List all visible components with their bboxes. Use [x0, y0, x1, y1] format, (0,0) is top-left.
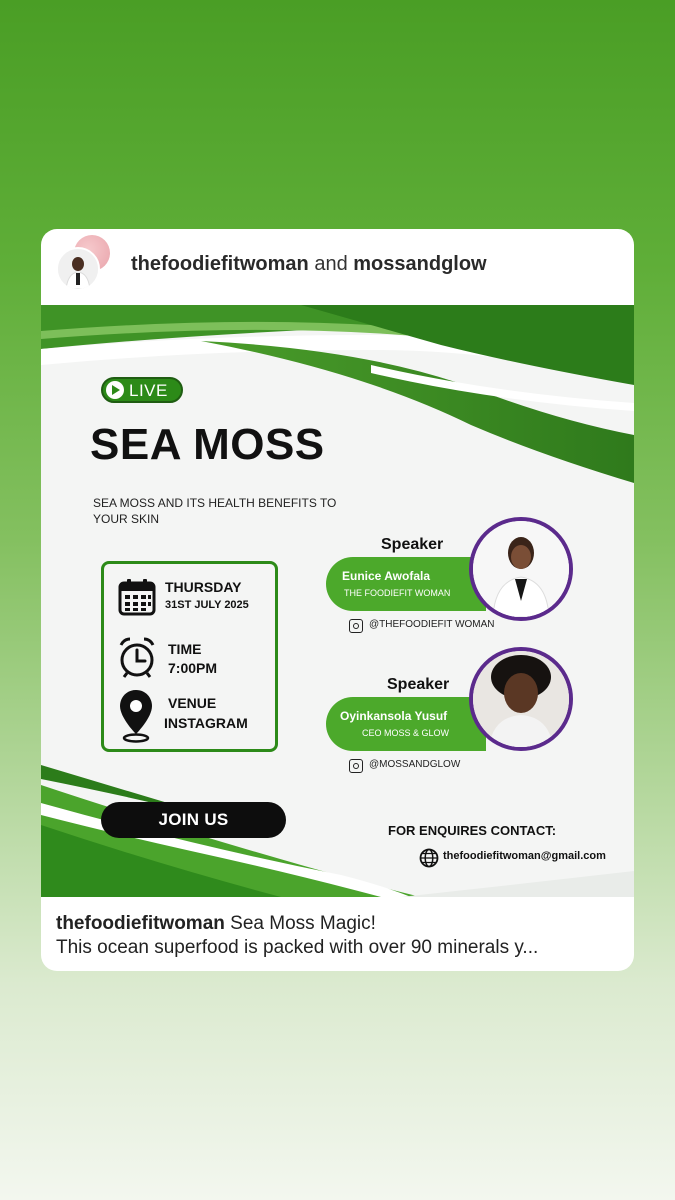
speaker-2-handle: @MOSSANDGLOW [369, 759, 461, 770]
speaker-1-label: Speaker [381, 536, 444, 553]
post-header-title[interactable] [131, 253, 487, 276]
join-us-button[interactable]: JOIN US [101, 802, 286, 838]
post-caption[interactable] [56, 912, 621, 960]
alarm-clock-icon [118, 636, 156, 678]
person-photo-icon [58, 249, 98, 289]
venue-label: VENUE [168, 695, 217, 711]
event-date: 31ST JULY 2025 [165, 599, 249, 611]
event-info-box [101, 561, 278, 752]
flyer-title: SEA MOSS [90, 420, 325, 469]
speaker-1-name: Eunice Awofala [342, 569, 431, 583]
speaker-2-portrait-icon [473, 651, 569, 747]
time-value: 7:00PM [168, 660, 218, 676]
speaker-1-handle: @THEFOODIEFIT WOMAN [369, 619, 495, 630]
caption-username[interactable]: thefoodiefitwoman [56, 913, 225, 934]
avatar-thefoodiefitwoman[interactable] [56, 247, 100, 291]
play-icon [106, 381, 124, 399]
caption-text-1: Sea Moss Magic! [230, 913, 376, 934]
enquiries-label: FOR ENQUIRES CONTACT: [388, 823, 557, 838]
live-label: LIVE [129, 381, 168, 400]
location-pin-icon [118, 688, 154, 744]
instagram-icon [349, 619, 363, 633]
speaker-1-portrait-icon [473, 521, 569, 617]
speaker-2-name: Oyinkansola Yusuf [340, 709, 448, 723]
header-user-2[interactable]: mossandglow [353, 253, 487, 275]
speaker-1-photo [469, 517, 573, 621]
contact-email[interactable]: thefoodiefitwoman@gmail.com [443, 850, 606, 862]
speaker-2-pill [326, 697, 486, 751]
venue-value: INSTAGRAM [164, 715, 248, 731]
globe-icon [419, 848, 439, 868]
post-header [41, 229, 634, 305]
caption-line-1 [56, 912, 621, 936]
live-badge [101, 377, 183, 403]
event-day: THURSDAY [165, 579, 242, 595]
flyer-subtitle: SEA MOSS AND ITS HEALTH BENEFITS TO YOUR SKIN [93, 496, 337, 526]
event-flyer-image[interactable] [41, 305, 634, 897]
header-joiner: and [314, 253, 348, 275]
instagram-icon [349, 759, 363, 773]
speaker-2-label: Speaker [387, 676, 450, 693]
speaker-2-photo [469, 647, 573, 751]
speaker-1-role: THE FOODIEFIT WOMAN [344, 588, 451, 598]
caption-text-2: This ocean superfood is packed with over 90 minerals y... [56, 937, 539, 958]
time-label: TIME [168, 641, 202, 657]
calendar-icon [118, 578, 156, 616]
speaker-2-role: CEO MOSS & GLOW [362, 728, 450, 738]
shared-post-card[interactable] [41, 229, 634, 971]
header-user-1[interactable]: thefoodiefitwoman [131, 253, 309, 275]
speaker-1-pill [326, 557, 486, 611]
